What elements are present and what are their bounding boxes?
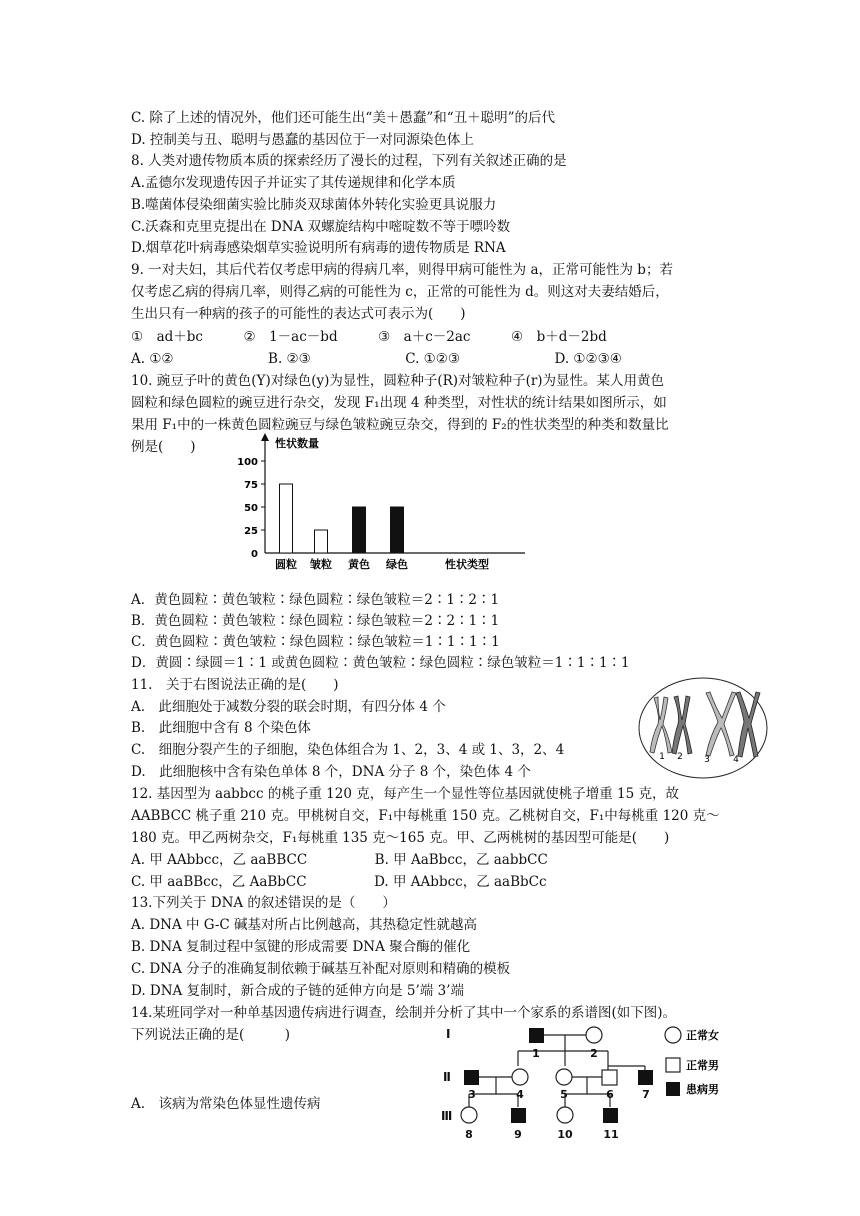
text-line: 12. 基因型为 aabbcc 的桃子重 120 克，每产生一个显性等位基因就使桃子增重 15 克，故	[131, 786, 679, 802]
legend-normal-female: 正常女	[686, 1029, 719, 1042]
text-line: B. DNA 复制过程中氢键的形成需要 DNA 聚合酶的催化	[131, 939, 471, 955]
text-line: 180 克。甲乙两树杂交，F₁每桃重 135 克～165 克。甲、乙两桃树的基因型可能是( )	[131, 830, 670, 846]
individual-6	[602, 1070, 617, 1085]
cell-chromosome-diagram	[636, 676, 770, 780]
bar-3	[391, 507, 404, 553]
individual-3	[464, 1070, 479, 1085]
pedigree-chart	[438, 1024, 738, 1149]
legend-normal-male-icon	[666, 1058, 680, 1072]
text-line: C. 甲 aaBBcc，乙 AaBbCC D. 甲 AAbbcc，乙 aaBbCc	[131, 874, 547, 890]
text-line: C. DNA 分子的准确复制依赖于碱基互补配对原则和精确的模板	[131, 961, 511, 977]
cell-label-3: 3	[704, 755, 710, 765]
text-line: B. 此细胞中含有 8 个染色体	[131, 720, 311, 736]
pedigree-legend	[665, 1027, 719, 1096]
text-line: C. 除了上述的情况外，他们还可能生出“美＋愚蠢”和“丑＋聪明”的后代	[131, 110, 556, 126]
text-line: 13.下列关于 DNA 的叙述错误的是（ ）	[131, 895, 396, 911]
individual-4	[512, 1069, 528, 1085]
legend-affected-male-icon	[666, 1082, 680, 1096]
y-tick-label: 0	[251, 549, 258, 560]
text-line: A. 该病为常染色体显性遗传病	[131, 1096, 321, 1112]
text-line: D. 控制美与丑、聪明与愚蠢的基因位于一对同源染色体上	[131, 132, 474, 148]
individual-5	[556, 1069, 572, 1085]
text-line: 14.某班同学对一种单基因遗传病进行调查，绘制并分析了其中一个家系的系谱图(如下图)。	[131, 1005, 677, 1021]
text-line: AABBCC 桃子重 210 克。甲桃树自交，F₁中每桃重 150 克。乙桃树自交，F₁中每桃重 120 克～	[131, 808, 720, 824]
y-tick-label: 75	[244, 480, 258, 491]
cell-label-4: 4	[733, 755, 739, 765]
legend-normal-female-icon	[665, 1027, 681, 1043]
text-line: 9. 一对夫妇，其后代若仅考虑甲病的得病几率，则得甲病可能性为 a，正常可能性为 b；若	[131, 262, 673, 278]
cell-label-2: 2	[677, 752, 683, 762]
text-line: 下列说法正确的是( )	[131, 1027, 291, 1043]
gen-label-I: Ⅰ	[446, 1027, 451, 1041]
category-label: 圆粒	[275, 558, 297, 571]
text-line: 仅考虑乙病的得病几率，则得乙病的可能性为 c，正常的可能性为 d。则这对夫妻结婚后，	[131, 284, 669, 300]
y-axis-arrow	[261, 433, 269, 441]
text-line: 圆粒和绿色圆粒的豌豆进行杂交，发现 F₁出现 4 种类型，对性状的统计结果如图所示，如	[131, 395, 667, 411]
text-line: A. 甲 AAbbcc，乙 aaBBCC B. 甲 AaBbcc，乙 aabbCC	[131, 852, 548, 868]
num-3: 3	[468, 1088, 476, 1101]
num-7: 7	[642, 1088, 650, 1101]
legend-affected-male: 患病男	[686, 1083, 719, 1096]
trait-bar-chart	[225, 430, 535, 580]
chromosome-2	[672, 696, 692, 754]
bar-2	[353, 507, 366, 553]
text-line: C.沃森和克里克提出在 DNA 双螺旋结构中嘧啶数不等于嘌呤数	[131, 219, 511, 235]
text-line: ① ad＋bc ② 1－ac－bd ③ a＋c－2ac ④ b＋d－2bd	[131, 329, 607, 345]
chromosome-4	[736, 692, 760, 757]
text-line: 果用 F₁中的一株黄色圆粒豌豆与绿色皱粒豌豆杂交，得到的 F₂的性状类型的种类和数量比	[131, 417, 669, 433]
text-line: C．黄色圆粒∶黄色皱粒∶绿色圆粒∶绿色皱粒＝1∶1∶1∶1	[131, 634, 500, 650]
gen-label-III: Ⅲ	[441, 1109, 453, 1123]
text-line: A. DNA 中 G-C 碱基对所占比例越高，其热稳定性就越高	[131, 917, 478, 933]
text-line: C. 细胞分裂产生的子细胞，染色体组合为 1、2，3、4 或 1、3，2、4	[131, 742, 565, 758]
category-label: 绿色	[386, 558, 408, 571]
text-line: 11. 关于右图说法正确的是( )	[131, 677, 339, 693]
num-6: 6	[606, 1088, 614, 1101]
individual-11	[603, 1108, 618, 1123]
pedigree-gen-II	[464, 1066, 653, 1085]
num-5: 5	[560, 1088, 568, 1101]
text-line: A. ①② B. ②③ C. ①②③ D. ①②③④	[131, 351, 622, 367]
chromosome-1	[650, 697, 672, 753]
text-line: B．黄色圆粒∶黄色皱粒∶绿色圆粒∶绿色皱粒＝2∶2∶1∶1	[131, 613, 500, 629]
text-line: D.烟草花叶病毒感染烟草实验说明所有病毒的遗传物质是 RNA	[131, 240, 506, 256]
num-11: 11	[603, 1128, 619, 1141]
text-line: A．黄色圆粒∶黄色皱粒∶绿色圆粒∶绿色皱粒＝2∶1∶2∶1	[131, 592, 500, 608]
category-label: 黄色	[348, 558, 370, 571]
text-line: 生出只有一种病的孩子的可能性的表达式可表示为( )	[131, 306, 466, 322]
y-tick-label: 50	[244, 503, 258, 514]
y-tick-label: 100	[237, 457, 258, 468]
text-line: D. DNA 复制时，新合成的子链的延伸方向是 5’端 3’端	[131, 983, 464, 999]
num-1: 1	[532, 1047, 540, 1060]
individual-9	[511, 1108, 526, 1123]
num-9: 9	[514, 1128, 522, 1141]
category-label: 皱粒	[310, 558, 332, 571]
gen-label-II: Ⅱ	[443, 1070, 451, 1084]
text-line: 10. 豌豆子叶的黄色(Y)对绿色(y)为显性，圆粒种子(R)对皱粒种子(r)为显性。某人用黄色	[131, 373, 665, 389]
chromosome-3	[706, 692, 736, 756]
y-axis-label: 性状数量	[275, 437, 319, 450]
num-8: 8	[465, 1128, 473, 1141]
bar-0	[280, 484, 293, 553]
text-line: 例是( )	[131, 439, 196, 455]
text-line: 8. 人类对遗传物质本质的探索经历了漫长的过程，下列有关叙述正确的是	[131, 153, 567, 169]
cell-label-1: 1	[659, 752, 665, 762]
individual-7	[638, 1070, 653, 1085]
pedigree-gen-III	[461, 1107, 618, 1123]
text-line: A.孟德尔发现遗传因子并证实了其传递规律和化学本质	[131, 175, 456, 191]
num-2: 2	[590, 1047, 598, 1060]
legend-normal-male: 正常男	[686, 1059, 719, 1072]
individual-1	[529, 1028, 544, 1043]
text-line: D. 此细胞核中含有染色单体 8 个，DNA 分子 8 个，染色体 4 个	[131, 764, 531, 780]
text-line: D．黄圆∶绿圆＝1∶1 或黄色圆粒∶黄色皱粒∶绿色圆粒∶绿色皱粒＝1∶1∶1∶1	[131, 655, 630, 671]
y-tick-label: 25	[244, 526, 258, 537]
num-10: 10	[557, 1128, 573, 1141]
bar-1	[315, 530, 328, 553]
text-line: A. 此细胞处于减数分裂的联会时期，有四分体 4 个	[131, 699, 446, 715]
num-4: 4	[516, 1088, 524, 1101]
x-axis-label: 性状类型	[445, 558, 489, 571]
individual-8	[461, 1107, 477, 1123]
individual-2	[586, 1027, 602, 1043]
text-line: B.噬菌体侵染细菌实验比肺炎双球菌体外转化实验更具说服力	[131, 197, 497, 213]
individual-10	[557, 1107, 573, 1123]
